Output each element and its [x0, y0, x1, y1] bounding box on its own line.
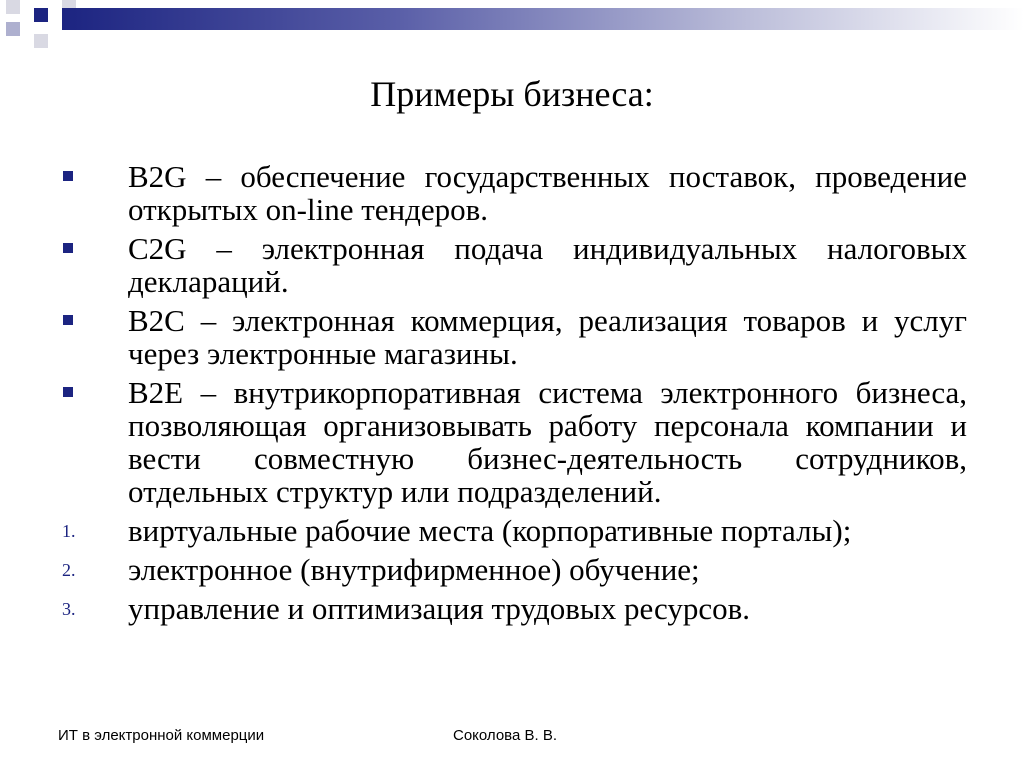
- decor-square: [34, 34, 48, 48]
- list-item-text: B2E – внутрикорпоративная система электронного бизнеса, позволяющая организовывать работу персонала компании и вести совместную бизнес-деятельность сотрудников, отдельных структур или подразделений.: [128, 375, 967, 509]
- content-list: [62, 160, 967, 631]
- list-item: [62, 376, 967, 508]
- list-item-text: B2C – электронная коммерция, реализация товаров и услуг через электронные магазины.: [128, 303, 967, 371]
- list-item-text: C2G – электронная подача индивидуальных налоговых деклараций.: [128, 231, 967, 299]
- decor-square: [6, 0, 20, 14]
- decor-square: [6, 22, 20, 36]
- list-item: [62, 232, 967, 298]
- numbered-item-text: управление и оптимизация трудовых ресурсов.: [128, 591, 751, 626]
- numbered-item: [62, 553, 967, 586]
- numbered-item-text: виртуальные рабочие места (корпоративные порталы);: [128, 513, 852, 548]
- slide-title: Примеры бизнеса:: [370, 74, 654, 114]
- decor-square: [34, 8, 48, 22]
- list-item: [62, 304, 967, 370]
- footer-right: Соколова В. В.: [453, 727, 558, 744]
- numbered-item: [62, 514, 967, 547]
- item-number: 2.: [62, 560, 76, 580]
- list-item: [62, 160, 967, 226]
- footer-left: ИТ в электронной коммерции: [58, 727, 265, 744]
- list-item-text: B2G – обеспечение государственных поставок, проведение открытых on-line тендеров.: [128, 159, 967, 227]
- item-number: 3.: [62, 599, 76, 619]
- header-gradient-bar: [62, 8, 1024, 30]
- header-decoration: [0, 0, 1024, 60]
- numbered-item: [62, 592, 967, 625]
- numbered-item-text: электронное (внутрифирменное) обучение;: [128, 552, 700, 587]
- item-number: 1.: [62, 521, 76, 541]
